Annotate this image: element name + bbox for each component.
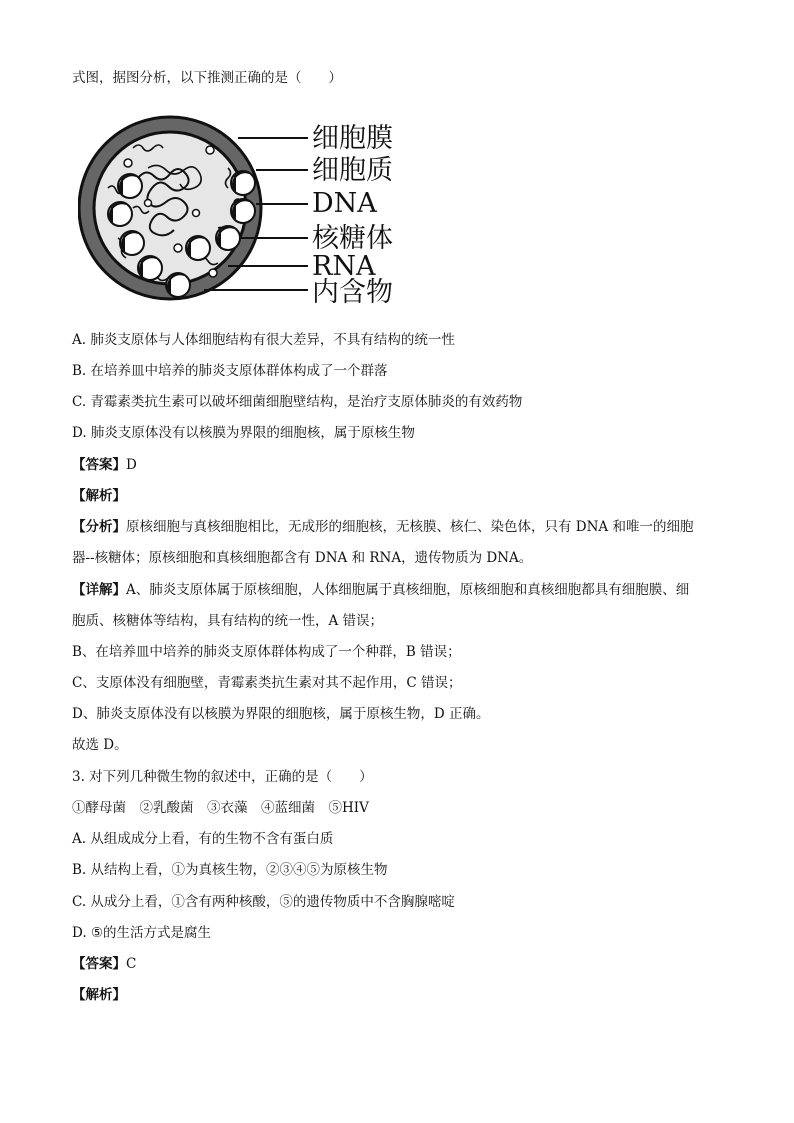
q3-items: ①酵母菌 ②乳酸菌 ③衣藻 ④蓝细菌 ⑤HIV bbox=[72, 800, 369, 816]
q2-detail-c: C、支原体没有细胞壁，青霉素类抗生素对其不起作用，C 错误； bbox=[72, 675, 462, 691]
label-cytoplasm: 细胞质 bbox=[312, 155, 393, 186]
label-dna: DNA bbox=[312, 188, 377, 219]
label-ribosome: 核糖体 bbox=[312, 223, 393, 254]
q2-option-a: A. 肺炎支原体与人体细胞结构有很大差异，不具有结构的统一性 bbox=[72, 332, 455, 348]
detail-tag: 【详解】 bbox=[72, 582, 126, 598]
q2-fenxi-2: 器--核糖体；原核细胞和真核细胞都含有 DNA 和 RNA，遗传物质为 DNA。 bbox=[72, 550, 533, 566]
q2-detail-b: B、在培养皿中培养的肺炎支原体群体构成了一个种群，B 错误； bbox=[72, 644, 461, 660]
q2-analysis-tag: 【解析】 bbox=[72, 488, 126, 504]
q2-detail-2: 胞质、核糖体等结构，具有结构的统一性，A 错误； bbox=[72, 613, 384, 629]
answer-value: D bbox=[126, 457, 137, 473]
fenxi-tag: 【分析】 bbox=[72, 519, 126, 535]
q3-analysis-tag: 【解析】 bbox=[72, 987, 126, 1003]
label-inclusion: 内含物 bbox=[312, 277, 393, 308]
q3-option-b: B. 从结构上看，①为真核生物，②③④⑤为原核生物 bbox=[72, 862, 388, 878]
q2-answer bbox=[72, 453, 137, 473]
q2-option-b: B. 在培养皿中培养的肺炎支原体群体构成了一个群落 bbox=[72, 363, 388, 379]
fenxi-text-1: 原核细胞与真核细胞相比，无成形的细胞核，无核膜、核仁、染色体，只有 DNA 和唯一的细胞 bbox=[126, 519, 694, 535]
question-intro: 式图，据图分析，以下推测正确的是（ ） bbox=[72, 70, 342, 86]
cell-diagram bbox=[78, 108, 418, 318]
label-cell-membrane: 细胞膜 bbox=[312, 123, 393, 154]
q3-answer bbox=[72, 952, 136, 972]
q2-option-d: D. 肺炎支原体没有以核膜为界限的细胞核，属于原核生物 bbox=[72, 425, 415, 441]
answer-tag: 【答案】 bbox=[72, 956, 126, 972]
q2-fenxi-1 bbox=[72, 515, 693, 535]
answer-tag: 【答案】 bbox=[72, 457, 126, 473]
detail-text-1: A、肺炎支原体属于原核细胞，人体细胞属于真核细胞，原核细胞和真核细胞都具有细胞膜、细 bbox=[126, 582, 690, 598]
answer-value: C bbox=[126, 956, 137, 972]
q2-conclusion: 故选 D。 bbox=[72, 737, 128, 753]
q2-detail-1 bbox=[72, 578, 689, 598]
q3-option-c: C. 从成分上看，①含有两种核酸，⑤的遗传物质中不含胸腺嘧啶 bbox=[72, 894, 455, 910]
q3-stem: 3. 对下列几种微生物的叙述中，正确的是（ ） bbox=[72, 769, 373, 785]
label-rna: RNA bbox=[312, 251, 376, 282]
q3-option-a: A. 从组成成分上看，有的生物不含有蛋白质 bbox=[72, 831, 334, 847]
q2-option-c: C. 青霉素类抗生素可以破坏细菌细胞壁结构，是治疗支原体肺炎的有效药物 bbox=[72, 394, 523, 410]
q3-option-d: D. ⑤的生活方式是腐生 bbox=[72, 925, 212, 941]
q2-detail-d: D、肺炎支原体没有以核膜为界限的细胞核，属于原核生物，D 正确。 bbox=[72, 706, 490, 722]
